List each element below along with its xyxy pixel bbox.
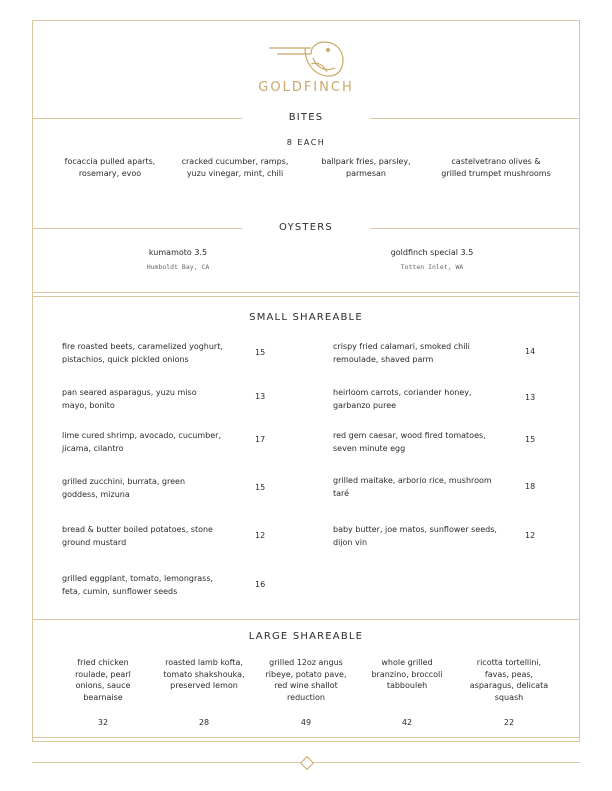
bite-item: castelvetrano olives & grilled trumpet mushrooms (441, 157, 551, 178)
oyster-name: goldfinch special 3.5 (390, 248, 474, 257)
divider (32, 296, 580, 297)
small-item-price: 15 (255, 348, 266, 357)
small-item: grilled maitake, arborio rice, mushroom taré (333, 476, 492, 498)
small-item: red gem caesar, wood fired tomatoes, seven minute egg (333, 431, 486, 453)
large-item-price: 42 (401, 718, 413, 727)
small-item-price: 18 (525, 482, 536, 491)
small-item-price: 17 (255, 435, 266, 444)
small-item-price: 14 (525, 347, 536, 356)
small-item-price: 13 (255, 392, 266, 401)
small-item-price: 15 (525, 435, 536, 444)
small-item: heirloom carrots, coriander honey, garbanzo puree (333, 388, 472, 410)
small-item: lime cured shrimp, avocado, cucumber, jicama, cilantro (62, 431, 221, 453)
large-item-price: 32 (97, 718, 109, 727)
small-item: grilled eggplant, tomato, lemongrass, feta, cumin, sunflower seeds (62, 574, 214, 596)
small-item: pan seared asparagus, yuzu miso mayo, bonito (62, 388, 197, 410)
large-item: fried chicken roulade, pearl onions, sauce bearnaise (75, 658, 131, 702)
small-item-price: 13 (525, 393, 536, 402)
bite-item: ballpark fries, parsley, parmesan (321, 157, 411, 178)
large-item-price: 22 (503, 718, 515, 727)
oyster-location: Totten Inlet, WA (400, 263, 464, 271)
diamond-ornament-icon (300, 756, 314, 770)
small-item: grilled zucchini, burrata, green goddess, mizuna (62, 477, 186, 499)
divider (32, 292, 580, 293)
section-title-large-shareable: LARGE SHAREABLE (248, 631, 364, 642)
oyster-item (332, 248, 532, 271)
small-item-price: 15 (255, 483, 266, 492)
section-title-bites: BITES (288, 112, 324, 123)
large-item: roasted lamb kofta, tomato shakshouka, preserved lemon (163, 658, 245, 690)
small-item: bread & butter boiled potatoes, stone ground mustard (62, 525, 213, 547)
oyster-item (78, 248, 278, 271)
brand-name: GOLDFINCH (258, 80, 354, 95)
oyster-location: Humboldt Bay, CA (146, 263, 210, 271)
bite-item: cracked cucumber, ramps, yuzu vinegar, mint, chili (181, 157, 289, 178)
goldfinch-logo-icon (265, 38, 347, 80)
large-item-price: 28 (198, 718, 210, 727)
small-item: baby butter, joe matos, sunflower seeds, dijon vin (333, 525, 497, 547)
small-item: crispy fried calamari, smoked chili remoulade, shaved parm (333, 342, 470, 364)
divider (32, 619, 580, 620)
oyster-name: kumamoto 3.5 (148, 248, 208, 257)
large-item: ricotta tortellini, favas, peas, asparagus, delicata squash (469, 658, 549, 702)
large-item: grilled 12oz angus ribeye, potato pave, red wine shallot reduction (265, 658, 347, 702)
section-title-small-shareable: SMALL SHAREABLE (249, 312, 363, 323)
divider (32, 737, 580, 738)
bite-item: focaccia pulled aparts, rosemary, evoo (64, 157, 156, 178)
section-title-oysters: OYSTERS (279, 222, 333, 233)
bites-price-note: 8 EACH (286, 138, 326, 147)
large-item: whole grilled branzino, broccoli tabbouleh (371, 658, 443, 690)
small-item-price: 12 (525, 531, 536, 540)
small-item-price: 16 (255, 580, 266, 589)
large-item-price: 49 (300, 718, 312, 727)
small-item: fire roasted beets, caramelized yoghurt, pistachios, quick pickled onions (62, 342, 223, 364)
small-item-price: 12 (255, 531, 266, 540)
